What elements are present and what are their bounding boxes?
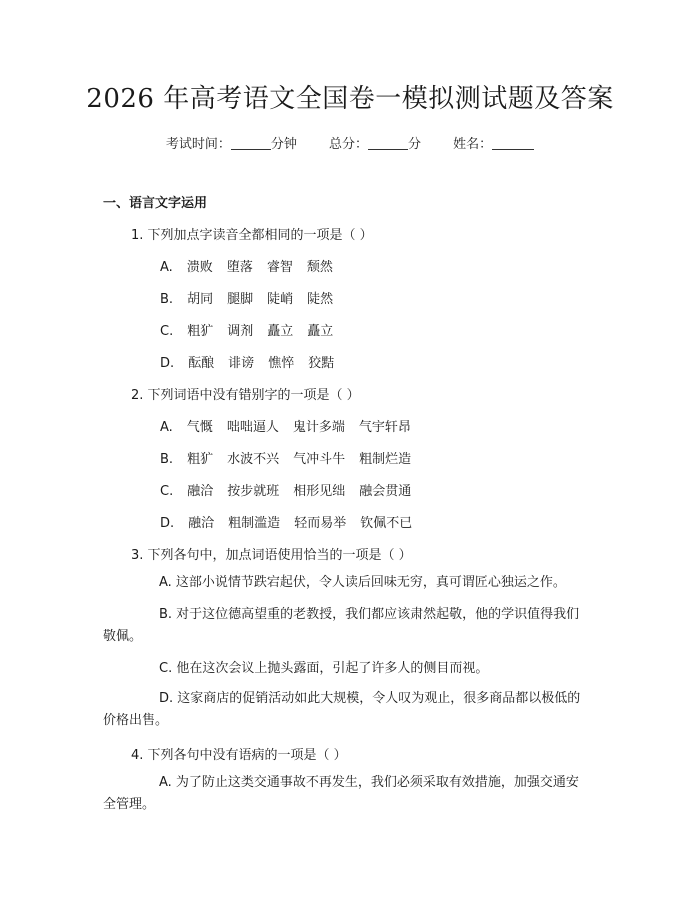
question-4-stem: 4. 下列各句中没有语病的一项是（ ） <box>131 748 347 763</box>
option-word: 腿脚 <box>227 292 254 307</box>
q3-option-c: C. 他在这次会议上抛头露面，引起了许多人的侧目而视。 <box>159 661 489 676</box>
q1-option-c <box>160 320 347 339</box>
option-word: 融洽 <box>188 516 215 531</box>
question-3-stem: 3. 下列各句中，加点词语使用恰当的一项是（ ） <box>131 548 412 563</box>
option-word: 胡同 <box>187 292 214 307</box>
option-word: 矗立 <box>307 324 334 339</box>
option-word: 相形见绌 <box>293 484 346 499</box>
option-word: 粗犷 <box>187 452 214 467</box>
total-score-field <box>329 137 425 152</box>
option-label: B. <box>160 452 174 467</box>
option-word: 诽谤 <box>228 356 255 371</box>
option-word: 按步就班 <box>227 484 280 499</box>
exam-time-blank <box>231 136 271 150</box>
q2-option-d <box>160 512 426 531</box>
q1-option-b <box>160 288 347 307</box>
option-word: 鬼计多端 <box>292 420 345 435</box>
exam-info-row <box>0 133 700 152</box>
q4-option-a: A. 为了防止这类交通事故不再发生，我们必须采取有效措施，加强交通安全管理。 <box>103 775 579 812</box>
name-field <box>453 137 534 152</box>
q1-option-d <box>160 352 348 371</box>
option-word: 陡峭 <box>267 292 294 307</box>
option-word: 钦佩不已 <box>360 516 413 531</box>
option-word: 溃败 <box>186 260 213 275</box>
option-word: 矗立 <box>267 324 294 339</box>
q2-option-c <box>160 480 425 499</box>
option-word: 酝酿 <box>188 356 215 371</box>
option-label: A. <box>160 260 173 275</box>
q3-option-b: B. 对于这位德高望重的老教授，我们都应该肃然起敬，他的学识值得我们敬佩。 <box>103 607 580 644</box>
question-2-stem: 2. 下列词语中没有错别字的一项是（ ） <box>131 388 360 403</box>
option-word: 轻而易举 <box>294 516 347 531</box>
option-label: D. <box>160 356 175 371</box>
option-word: 粗制烂造 <box>359 452 412 467</box>
option-word: 颓然 <box>306 260 333 275</box>
q3-option-a: A. 这部小说情节跌宕起伏，令人读后回味无穷，真可谓匠心独运之作。 <box>159 575 566 590</box>
total-score-label: 总分： <box>328 137 368 152</box>
option-word: 睿智 <box>266 260 293 275</box>
option-word: 气慨 <box>186 420 213 435</box>
section-title: 一、语言文字运用 <box>103 196 208 211</box>
q2-option-b <box>160 448 425 467</box>
q1-option-a <box>160 256 347 275</box>
option-word: 调剂 <box>227 324 254 339</box>
q2-option-a <box>160 416 425 435</box>
total-score-unit: 分 <box>408 137 422 152</box>
total-score-blank <box>368 136 408 150</box>
option-label: C. <box>160 324 174 339</box>
option-word: 狡黠 <box>308 356 335 371</box>
option-word: 气宇轩昂 <box>358 420 411 435</box>
option-label: D. <box>160 516 175 531</box>
q3-option-d: D. 这家商店的促销活动如此大规模，令人叹为观止，很多商品都以极低的价格出售。 <box>103 691 581 728</box>
exam-time-label: 考试时间： <box>165 137 231 152</box>
option-word: 融洽 <box>187 484 214 499</box>
option-word: 粗犷 <box>187 324 214 339</box>
option-word: 憔悴 <box>268 356 295 371</box>
exam-time-field <box>166 137 301 152</box>
exam-time-unit: 分钟 <box>270 137 297 152</box>
option-label: C. <box>160 484 174 499</box>
question-1-stem: 1. 下列加点字读音全都相同的一项是（ ） <box>131 228 373 243</box>
page-title: 2026 年高考语文全国卷一模拟测试题及答案 <box>86 84 614 114</box>
name-blank <box>492 136 534 150</box>
option-word: 堕落 <box>226 260 253 275</box>
option-word: 气冲斗牛 <box>293 452 346 467</box>
option-word: 咄咄逼人 <box>226 420 279 435</box>
name-label: 姓名： <box>453 137 493 152</box>
option-label: B. <box>160 292 174 307</box>
option-word: 融会贯通 <box>359 484 412 499</box>
option-word: 陡然 <box>307 292 334 307</box>
option-label: A. <box>160 420 173 435</box>
option-word: 粗制滥造 <box>228 516 281 531</box>
option-word: 水波不兴 <box>227 452 280 467</box>
